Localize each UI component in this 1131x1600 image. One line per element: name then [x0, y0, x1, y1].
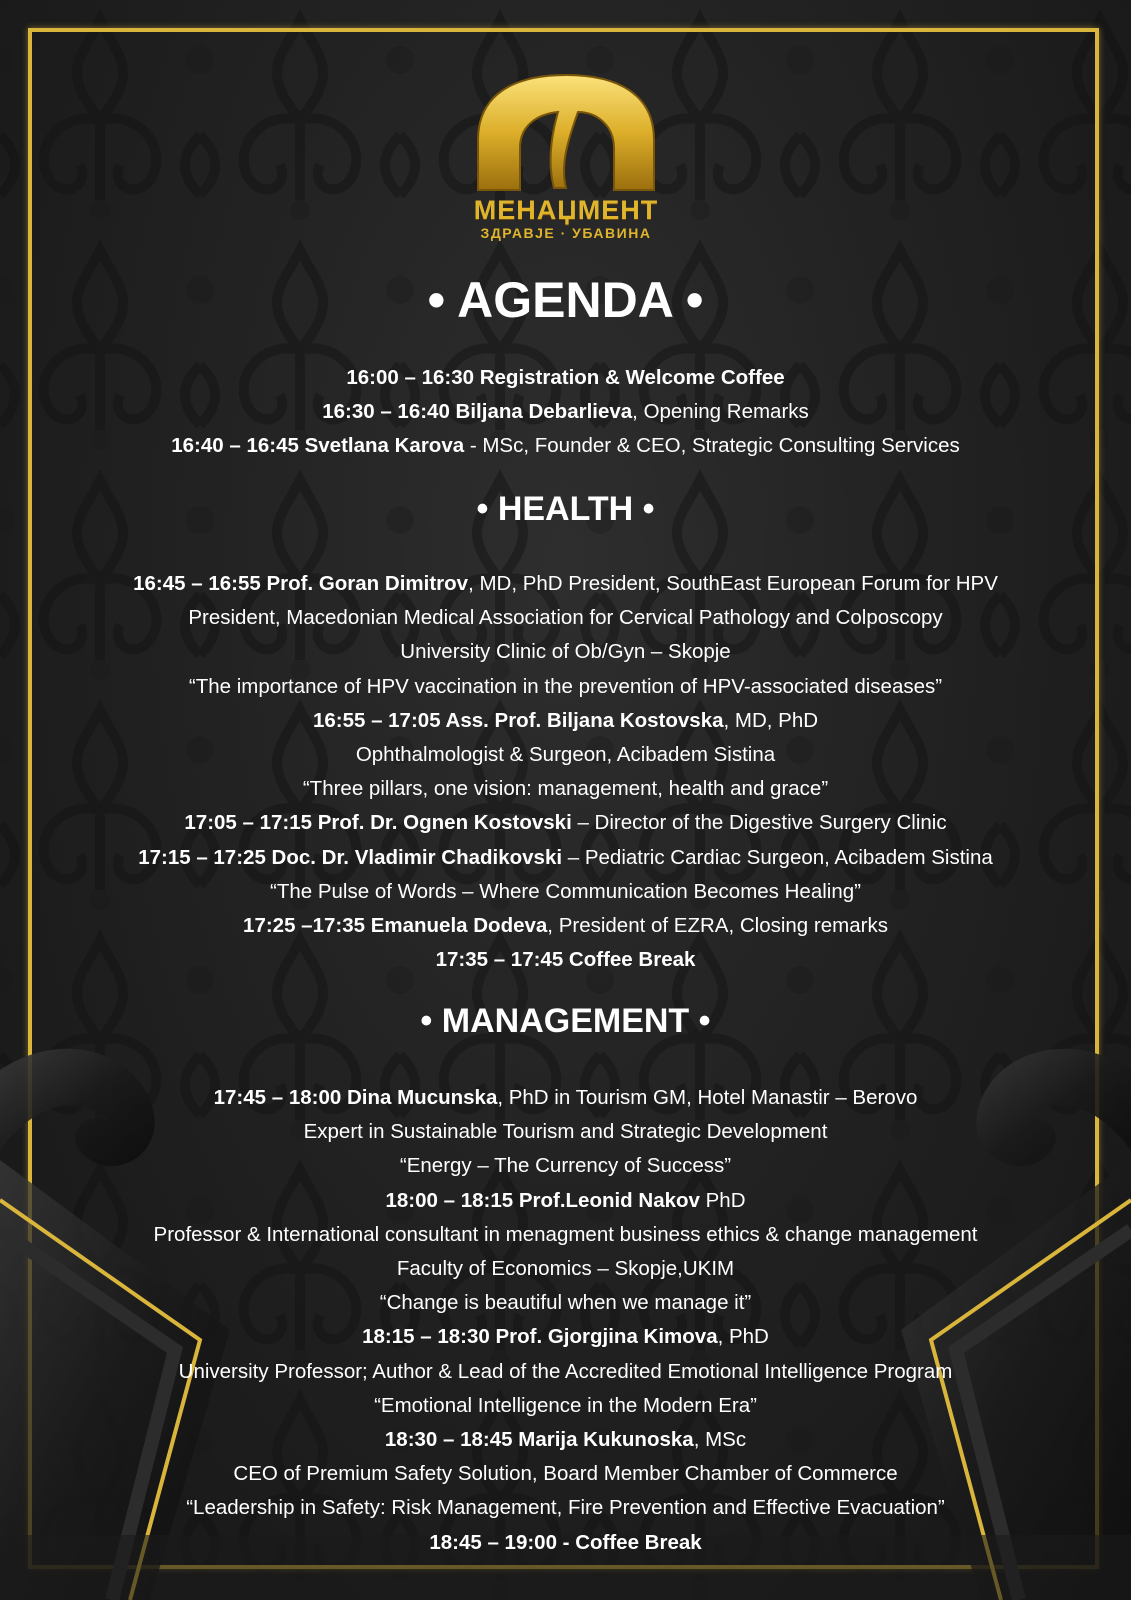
agenda-detail: University Professor; Author & Lead of the Accredited Emotional Intelligence Program	[178, 1359, 953, 1383]
agenda-detail: Ophthalmologist & Surgeon, Acibadem Sistina	[355, 743, 776, 767]
agenda-title: • AGENDA •	[427, 272, 704, 328]
agenda-time-speaker: 18:00 – 18:15 Prof.Leonid Nakov	[385, 1188, 700, 1212]
agenda-line	[60, 806, 1071, 840]
agenda-line	[60, 1218, 1071, 1252]
agenda-line	[60, 1526, 1071, 1560]
health-title: • HEALTH •	[476, 490, 655, 528]
agenda-detail: “The importance of HPV vaccination in the prevention of HPV-associated diseases”	[188, 674, 943, 698]
agenda-detail: Professor & International consultant in menagment business ethics & change management	[153, 1222, 978, 1246]
agenda-line	[60, 772, 1071, 806]
management-section	[60, 1081, 1071, 1560]
agenda-time-speaker: 16:45 – 16:55 Prof. Goran Dimitrov	[133, 572, 469, 595]
agenda-line	[60, 1286, 1071, 1320]
agenda-time-speaker: 17:45 – 18:00 Dina Mucunska	[213, 1086, 498, 1109]
agenda-line	[60, 1423, 1071, 1457]
agenda-detail: “Leadership in Safety: Risk Management, Fire Prevention and Effective Evacuation”	[186, 1496, 945, 1520]
agenda-line	[60, 738, 1071, 772]
agenda-line	[60, 909, 1071, 943]
agenda-line	[60, 1320, 1071, 1354]
agenda-line	[60, 1115, 1071, 1149]
agenda-detail: – Pediatric Cardiac Surgeon, Acibadem Sistina	[562, 845, 993, 869]
agenda-line	[60, 361, 1071, 395]
logo-wordmark	[460, 196, 672, 242]
agenda-line	[60, 670, 1071, 704]
agenda-time-speaker: 18:30 – 18:45 Marija Kukunoska	[384, 1428, 694, 1452]
agenda-time-speaker: 17:25 –17:35 Emanuela Dodeva	[243, 914, 548, 938]
management-title: • MANAGEMENT •	[420, 1002, 711, 1040]
agenda-time-speaker: 16:00 – 16:30 Registration & Welcome Coffee	[346, 366, 785, 389]
agenda-time-speaker: 17:15 – 17:25 Doc. Dr. Vladimir Chadikovski	[138, 845, 563, 869]
agenda-line	[60, 635, 1071, 669]
agenda-time-speaker: 18:15 – 18:30 Prof. Gjorgjina Kimova	[362, 1325, 718, 1349]
agenda-line	[60, 1252, 1071, 1286]
agenda-detail: PhD	[699, 1188, 746, 1212]
health-section	[60, 567, 1071, 977]
agenda-line	[60, 841, 1071, 875]
agenda-line	[60, 601, 1071, 635]
agenda-line	[60, 1389, 1071, 1423]
agenda-line	[60, 395, 1071, 429]
agenda-detail: Expert in Sustainable Tourism and Strategic Development	[303, 1120, 828, 1144]
agenda-detail: , MD, PhD	[723, 708, 819, 732]
agenda-detail: “The Pulse of Words – Where Communication Becomes Healing”	[270, 879, 861, 903]
agenda-detail: , PhD in Tourism GM, Hotel Manastir – Berovo	[497, 1086, 918, 1109]
agenda-detail: , PhD	[717, 1325, 769, 1349]
agenda-detail: “Three pillars, one vision: management, health and grace”	[302, 777, 829, 801]
agenda-detail: “Change is beautiful when we manage it”	[379, 1291, 752, 1315]
agenda-detail: , MSc	[693, 1428, 747, 1452]
agenda-line	[60, 1491, 1071, 1525]
logo-line1: МЕНАЏМЕНТ	[473, 195, 659, 225]
agenda-detail: – Director of the Digestive Surgery Clinic	[571, 811, 947, 835]
agenda-line	[60, 1149, 1071, 1183]
agenda-time-speaker: 17:05 – 17:15 Prof. Dr. Ognen Kostovski	[184, 811, 572, 835]
agenda-time-speaker: 17:35 – 17:45 Coffee Break	[435, 948, 696, 972]
agenda-detail: CEO of Premium Safety Solution, Board Member Chamber of Commerce	[233, 1462, 898, 1486]
agenda-detail: “Emotional Intelligence in the Modern Era”	[374, 1393, 757, 1417]
agenda-time-speaker: 16:30 – 16:40 Biljana Debarlieva	[322, 400, 633, 424]
agenda-detail: , Opening Remarks	[632, 400, 809, 424]
agenda-time-speaker: 18:45 – 19:00 - Coffee Break	[429, 1530, 702, 1554]
agenda-line	[60, 943, 1071, 977]
agenda-line	[60, 1355, 1071, 1389]
agenda-detail: , President of EZRA, Closing remarks	[547, 914, 888, 938]
agenda-line	[60, 429, 1071, 463]
agenda-detail: University Clinic of Ob/Gyn – Skopje	[400, 640, 731, 664]
agenda-line	[60, 1457, 1071, 1491]
agenda-detail: - MSc, Founder & CEO, Strategic Consulting Services	[464, 434, 960, 458]
agenda-line	[60, 1081, 1071, 1115]
agenda-time-speaker: 16:55 – 17:05 Ass. Prof. Biljana Kostovska	[312, 708, 724, 732]
agenda-time-speaker: 16:40 – 16:45 Svetlana Karova	[171, 434, 465, 458]
logo-line2: ЗДРАВЈЕ · УБАВИНА	[480, 225, 652, 241]
agenda-line	[60, 567, 1071, 601]
agenda-line	[60, 875, 1071, 909]
agenda-detail: Faculty of Economics – Skopje,UKIM	[396, 1257, 735, 1281]
agenda-detail: President, Macedonian Medical Association for Cervical Pathology and Colposcopy	[188, 606, 943, 630]
intro-section	[60, 361, 1071, 464]
agenda-line	[60, 704, 1071, 738]
agenda-detail: “Energy – The Currency of Success”	[399, 1154, 732, 1178]
agenda-detail: , MD, PhD President, SouthEast European Forum for HPV	[468, 572, 998, 595]
agenda-line	[60, 1184, 1071, 1218]
